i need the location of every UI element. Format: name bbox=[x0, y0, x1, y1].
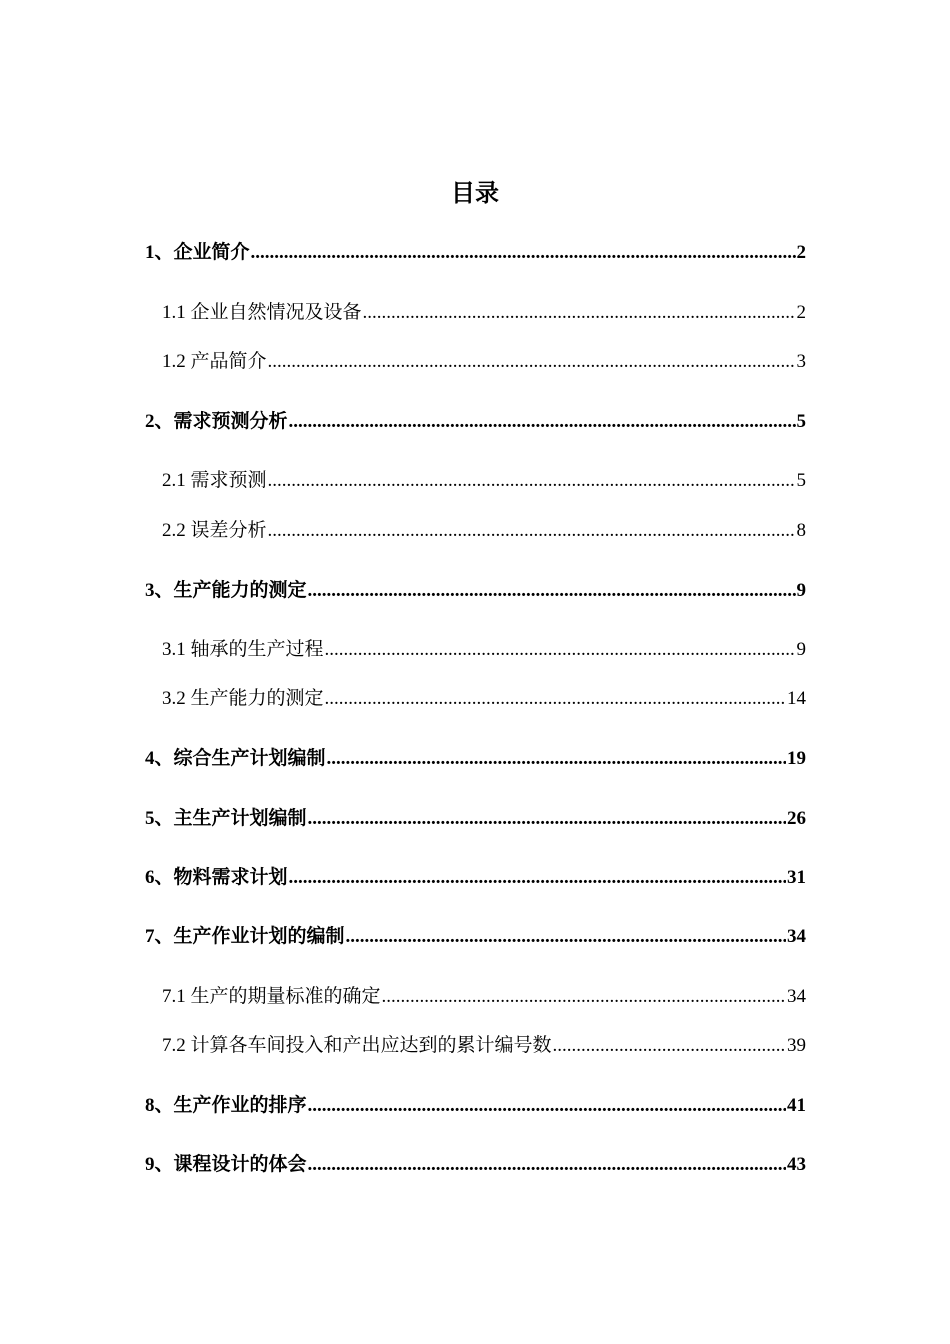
toc-entry-label: 3.1 轴承的生产过程 bbox=[162, 639, 324, 660]
toc-dot-leader bbox=[346, 922, 786, 952]
toc-entry-label: 1、企业简介 bbox=[145, 242, 250, 263]
toc-entry-2-2[interactable] bbox=[162, 516, 806, 546]
toc-entry-label: 7.1 生产的期量标准的确定 bbox=[162, 986, 381, 1007]
toc-dot-leader bbox=[327, 744, 786, 774]
toc-entry-label: 8、生产作业的排序 bbox=[145, 1095, 307, 1116]
toc-entry-1[interactable] bbox=[145, 238, 806, 268]
toc-page-number: 34 bbox=[787, 986, 806, 1007]
toc-page-number: 5 bbox=[796, 470, 806, 491]
toc-entry-label: 3.2 生产能力的测定 bbox=[162, 688, 324, 709]
toc-page-number: 8 bbox=[796, 520, 806, 541]
toc-page-number: 39 bbox=[787, 1035, 806, 1056]
toc-dot-leader bbox=[308, 1150, 786, 1180]
toc-entry-3[interactable] bbox=[145, 576, 806, 606]
toc-entry-label: 3、生产能力的测定 bbox=[145, 580, 307, 601]
toc-page-number: 34 bbox=[787, 926, 806, 947]
toc-entry-7-2[interactable] bbox=[162, 1031, 806, 1061]
toc-entry-7[interactable] bbox=[145, 922, 806, 952]
toc-entry-5[interactable] bbox=[145, 804, 806, 834]
toc-dot-leader bbox=[289, 863, 786, 893]
toc-page-number: 43 bbox=[787, 1154, 806, 1175]
toc-entry-label: 1.1 企业自然情况及设备 bbox=[162, 302, 362, 323]
toc-entry-label: 2.2 误差分析 bbox=[162, 520, 267, 541]
toc-page-number: 9 bbox=[796, 639, 806, 660]
toc-entry-8[interactable] bbox=[145, 1091, 806, 1121]
toc-dot-leader bbox=[382, 982, 786, 1012]
toc-page-number: 26 bbox=[787, 808, 806, 829]
toc-entry-1-2[interactable] bbox=[162, 347, 806, 377]
toc-entry-2[interactable] bbox=[145, 407, 806, 437]
toc-page-number: 2 bbox=[796, 302, 806, 323]
toc-dot-leader bbox=[325, 635, 796, 665]
toc-dot-leader bbox=[308, 804, 786, 834]
toc-entry-3-2[interactable] bbox=[162, 684, 806, 714]
toc-entry-6[interactable] bbox=[145, 863, 806, 893]
toc-page-number: 2 bbox=[796, 242, 806, 263]
toc-entry-label: 7.2 计算各车间投入和产出应达到的累计编号数 bbox=[162, 1035, 552, 1056]
toc-entry-label: 5、主生产计划编制 bbox=[145, 808, 307, 829]
toc-dot-leader bbox=[268, 516, 796, 546]
toc-entry-label: 1.2 产品简介 bbox=[162, 351, 267, 372]
toc-page-number: 5 bbox=[796, 411, 806, 432]
toc-entry-label: 4、综合生产计划编制 bbox=[145, 748, 326, 769]
toc-entry-4[interactable] bbox=[145, 744, 806, 774]
toc-dot-leader bbox=[251, 238, 796, 268]
toc-page-number: 41 bbox=[787, 1095, 806, 1116]
toc-entry-9[interactable] bbox=[145, 1150, 806, 1180]
toc-dot-leader bbox=[325, 684, 786, 714]
toc-dot-leader bbox=[268, 347, 796, 377]
toc-page-number: 3 bbox=[796, 351, 806, 372]
toc-entry-label: 2.1 需求预测 bbox=[162, 470, 267, 491]
toc-entry-7-1[interactable] bbox=[162, 982, 806, 1012]
toc-page-number: 9 bbox=[796, 580, 806, 601]
toc-dot-leader bbox=[268, 466, 796, 496]
toc-dot-leader bbox=[363, 298, 796, 328]
toc-entry-label: 2、需求预测分析 bbox=[145, 411, 288, 432]
toc-page-number: 31 bbox=[787, 867, 806, 888]
toc-dot-leader bbox=[308, 1091, 786, 1121]
toc-entry-label: 9、课程设计的体会 bbox=[145, 1154, 307, 1175]
toc-entry-label: 7、生产作业计划的编制 bbox=[145, 926, 345, 947]
toc-page-number: 14 bbox=[787, 688, 806, 709]
toc-entry-3-1[interactable] bbox=[162, 635, 806, 665]
toc-page-number: 19 bbox=[787, 748, 806, 769]
toc-entry-2-1[interactable] bbox=[162, 466, 806, 496]
toc-entry-label: 6、物料需求计划 bbox=[145, 867, 288, 888]
page-title: 目录 bbox=[451, 181, 499, 207]
toc-dot-leader bbox=[308, 576, 796, 606]
toc-dot-leader bbox=[289, 407, 796, 437]
toc-entry-1-1[interactable] bbox=[162, 298, 806, 328]
toc-dot-leader bbox=[553, 1031, 786, 1061]
